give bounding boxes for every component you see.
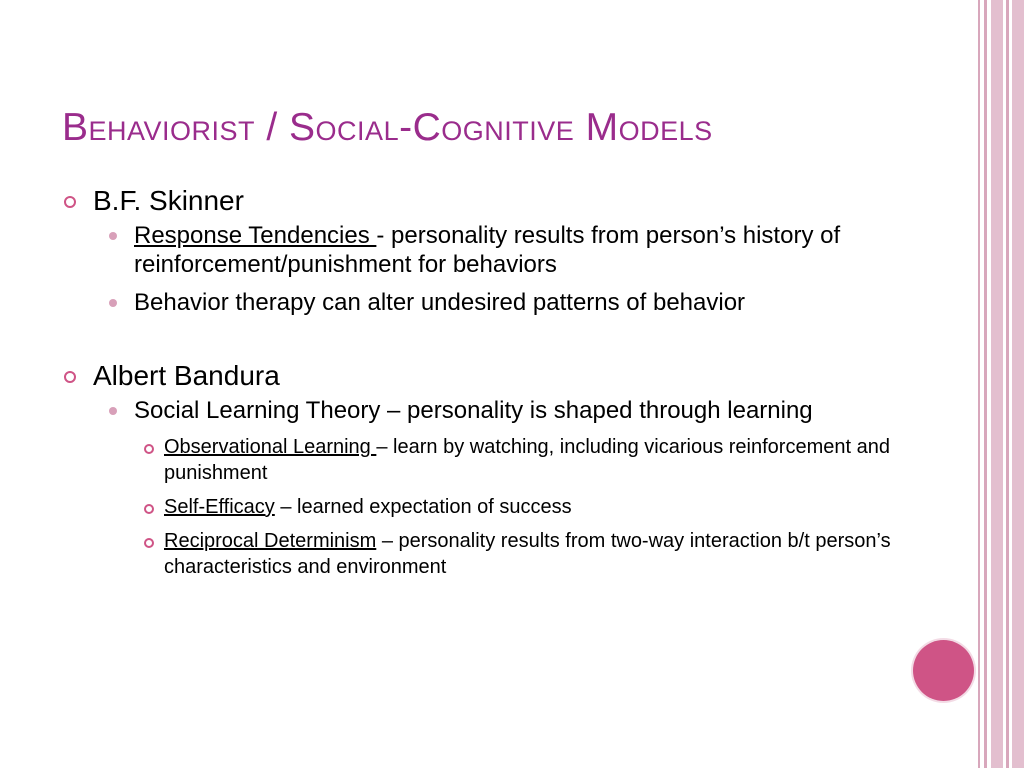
decorative-stripes (978, 0, 1024, 768)
description: – personality results from two-way interaction b/t person’s characteristics and environment (164, 530, 891, 578)
ring-bullet-icon (144, 504, 154, 514)
term: Reciprocal Determinism (164, 530, 377, 552)
stripe (1006, 0, 1009, 768)
term: Observational Learning (164, 436, 377, 458)
slide-title: Behaviorist / Social-Cognitive Models (62, 106, 713, 149)
section-heading: Albert Bandura (93, 360, 280, 391)
stripe (984, 0, 987, 768)
ring-bullet-icon (144, 538, 154, 548)
bullet-level2 (62, 221, 922, 279)
bullet-level1 (62, 358, 922, 394)
spacer (62, 326, 922, 358)
dot-bullet-icon (109, 299, 117, 307)
bullet-level2 (62, 288, 922, 317)
bullet-level3 (62, 434, 922, 486)
description: Behavior therapy can alter undesired patterns of behavior (134, 289, 746, 316)
section-heading: B.F. Skinner (93, 185, 244, 216)
description: – learned expectation of success (274, 496, 572, 518)
slide-content (62, 183, 922, 588)
description: – learn by watching, including vicarious reinforcement and punishment (164, 436, 890, 484)
description: - personality results from person’s history of reinforcement/punishment for behaviors (134, 222, 841, 278)
bullet-level2 (62, 396, 922, 425)
stripe (978, 0, 980, 768)
term: Self-Efficacy (164, 496, 275, 518)
description: Social Learning Theory – personality is shaped through learning (134, 397, 813, 424)
term: Response Tendencies (134, 222, 377, 249)
stripe (1012, 0, 1024, 768)
dot-bullet-icon (109, 232, 117, 240)
ring-bullet-icon (64, 196, 76, 208)
dot-bullet-icon (109, 407, 117, 415)
bullet-level1 (62, 183, 922, 219)
stripe (991, 0, 1003, 768)
ring-bullet-icon (144, 444, 154, 454)
bullet-level3 (62, 494, 922, 520)
ring-bullet-icon (64, 371, 76, 383)
decorative-circle (913, 640, 974, 701)
bullet-level3 (62, 528, 922, 580)
